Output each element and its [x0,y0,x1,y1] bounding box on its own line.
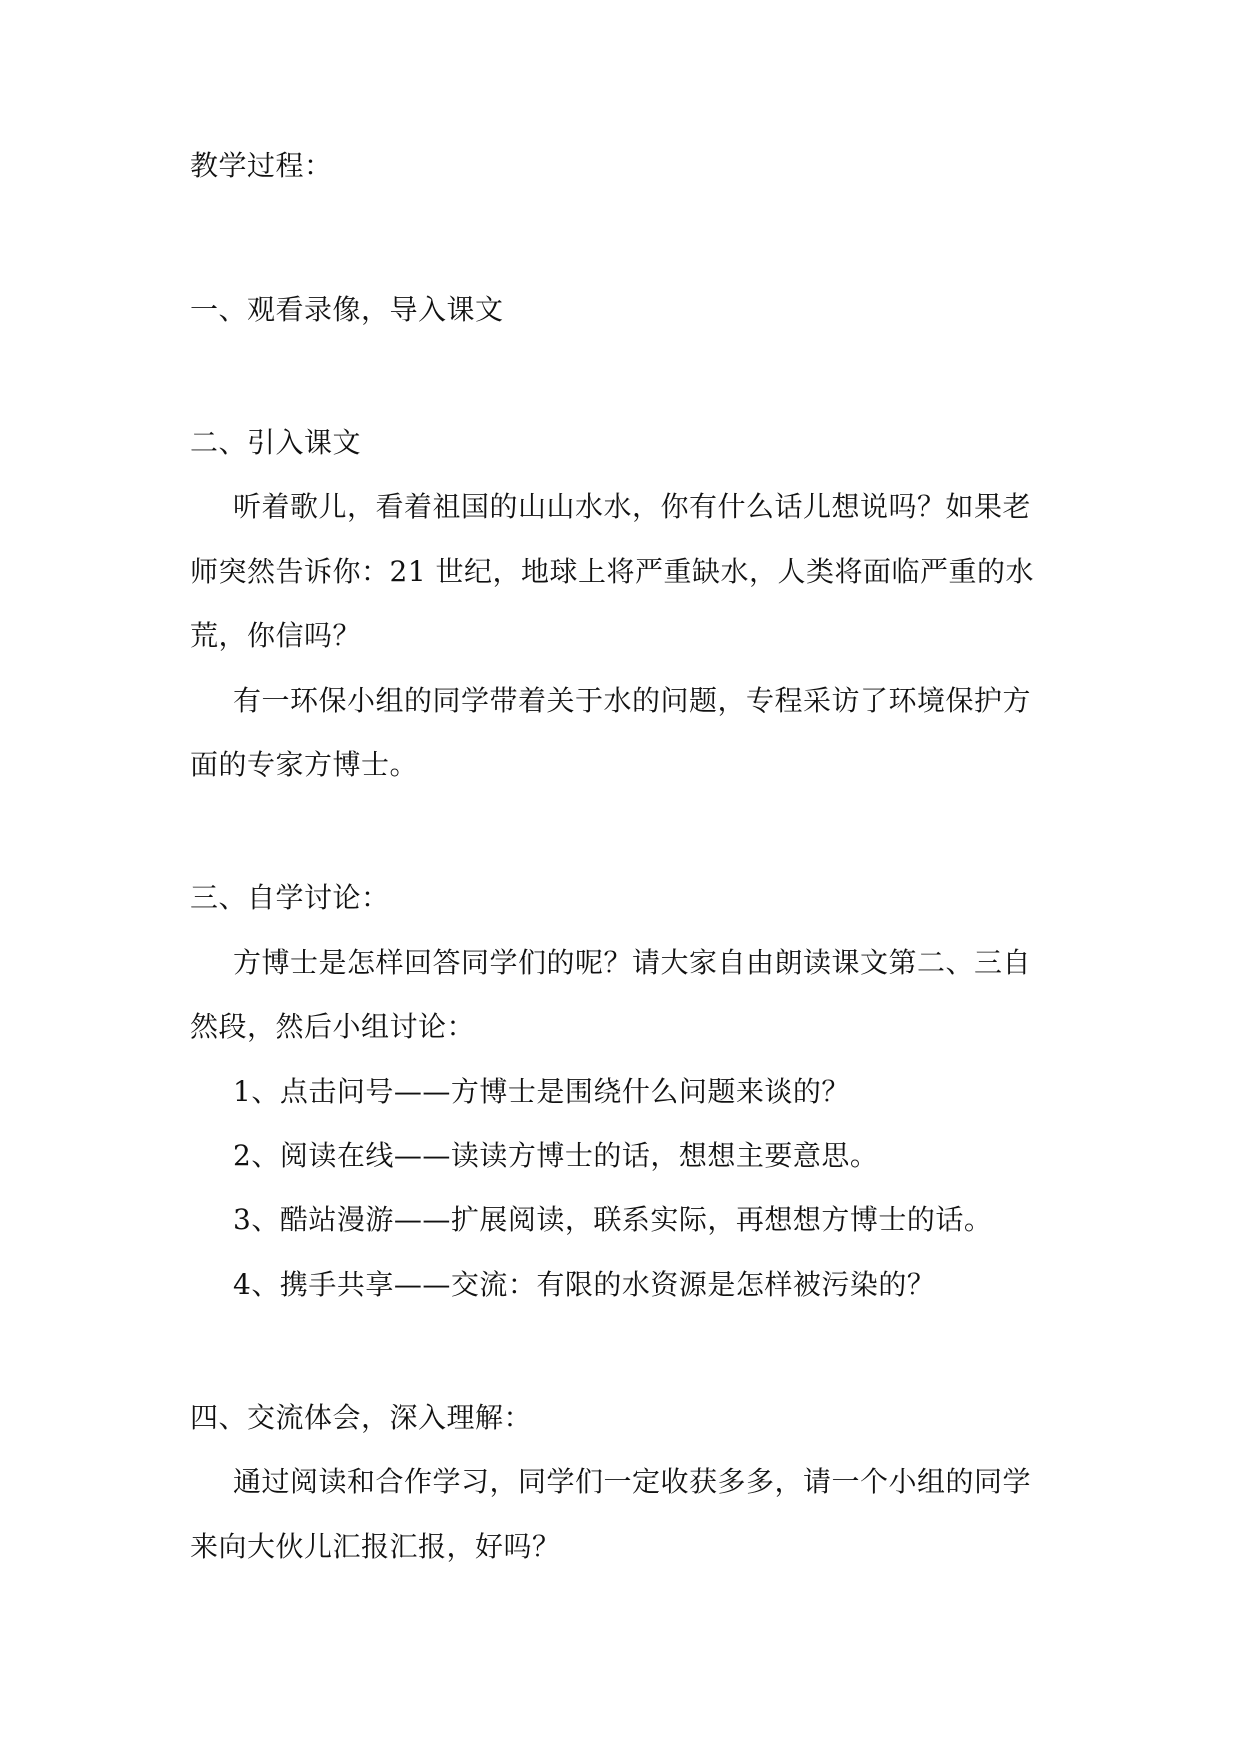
section-3-list-item: 1、点击问号——方博士是围绕什么问题来谈的？ [233,1075,850,1108]
section-3-paragraph-1-line-2: 然段，然后小组讨论： [190,1010,476,1043]
section-2-title: 二、引入课文 [190,426,362,459]
section-3-list-item: 2、阅读在线——读读方博士的话，想想主要意思。 [233,1139,879,1172]
section-2-paragraph-2-line-1: 有一环保小组的同学带着关于水的问题，专程采访了环境保护方 [233,684,1032,717]
section-4-paragraph-1-line-2: 来向大伙儿汇报汇报，好吗？ [190,1530,561,1563]
section-2-paragraph-1-line-2: 师突然告诉你：21 世纪，地球上将严重缺水，人类将面临严重的水 [190,555,1035,588]
section-3-paragraph-1-line-1: 方博士是怎样回答同学们的呢？请大家自由朗读课文第二、三自 [233,946,1032,979]
section-3-list-item: 3、酷站漫游——扩展阅读，联系实际，再想想方博士的话。 [233,1203,993,1236]
section-2-paragraph-2-line-2: 面的专家方博士。 [190,748,419,781]
section-3-title: 三、自学讨论： [190,881,390,914]
section-2-paragraph-1-line-1: 听着歌儿，看着祖国的山山水水，你有什么话儿想说吗？如果老 [233,490,1032,523]
section-4-paragraph-1-line-1: 通过阅读和合作学习，同学们一定收获多多，请一个小组的同学 [233,1465,1032,1498]
section-1-title: 一、观看录像，导入课文 [190,293,504,326]
section-3-list-item: 4、携手共享——交流：有限的水资源是怎样被污染的？ [233,1268,936,1301]
document-heading: 教学过程： [190,149,333,182]
section-4-title: 四、交流体会，深入理解： [190,1401,533,1434]
section-2-paragraph-1-line-3: 荒，你信吗？ [190,619,362,652]
